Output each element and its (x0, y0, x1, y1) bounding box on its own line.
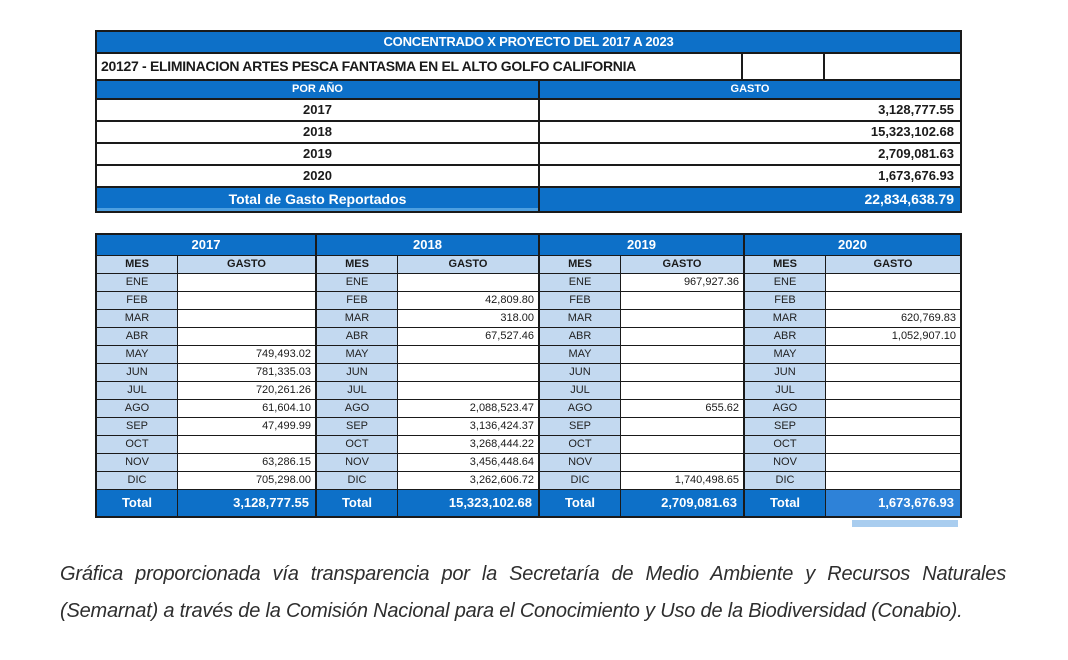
month-gasto-cell: 720,261.26 (178, 382, 315, 399)
month-gasto-cell (621, 454, 743, 471)
month-label-cell: JUN (745, 364, 825, 381)
year-cell: 2020 (97, 166, 538, 186)
month-label-cell: ENE (745, 274, 825, 291)
month-label-cell: MAR (97, 310, 177, 327)
year-group-2017 (97, 235, 315, 516)
month-gasto-cell: 1,052,907.10 (826, 328, 960, 345)
month-label-cell: AGO (97, 400, 177, 417)
month-label-cell: AGO (540, 400, 620, 417)
month-label-cell: FEB (540, 292, 620, 309)
month-gasto-cell: 63,286.15 (178, 454, 315, 471)
gasto-value-cell: 2,709,081.63 (540, 144, 960, 164)
year-header: 2017 (97, 235, 315, 255)
year-header: 2020 (745, 235, 960, 255)
month-gasto-cell (178, 310, 315, 327)
summary-year-row (97, 166, 960, 186)
mes-column-header: MES (317, 256, 397, 273)
month-label-cell: JUL (745, 382, 825, 399)
year-group-2018 (317, 235, 538, 516)
month-gasto-cell (826, 454, 960, 471)
month-gasto-cell (178, 292, 315, 309)
month-gasto-cell (826, 292, 960, 309)
empty-cell (743, 54, 823, 79)
month-label-cell: ENE (540, 274, 620, 291)
month-gasto-cell: 61,604.10 (178, 400, 315, 417)
summary-header-row (97, 81, 960, 98)
month-label-cell: ABR (317, 328, 397, 345)
year-total-label: Total (97, 490, 177, 516)
month-gasto-cell (621, 328, 743, 345)
year-group-2019 (540, 235, 743, 516)
summary-year-row (97, 122, 960, 142)
mes-column-header: MES (745, 256, 825, 273)
gasto-value-cell: 1,673,676.93 (540, 166, 960, 186)
month-label-cell: ENE (317, 274, 397, 291)
month-gasto-cell: 2,088,523.47 (398, 400, 538, 417)
year-header: 2019 (540, 235, 743, 255)
month-gasto-cell (398, 346, 538, 363)
month-gasto-cell: 42,809.80 (398, 292, 538, 309)
month-label-cell: ABR (540, 328, 620, 345)
month-gasto-cell (826, 274, 960, 291)
total-gasto-label: Total de Gasto Reportados (97, 188, 538, 211)
month-gasto-cell (398, 274, 538, 291)
month-label-cell: SEP (317, 418, 397, 435)
month-gasto-cell: 705,298.00 (178, 472, 315, 489)
month-label-cell: FEB (317, 292, 397, 309)
month-label-cell: ABR (97, 328, 177, 345)
summary-title-row (97, 32, 960, 52)
monthly-breakdown-table (95, 233, 962, 518)
summary-year-row (97, 144, 960, 164)
gasto-value-cell: 3,128,777.55 (540, 100, 960, 120)
year-total-label: Total (745, 490, 825, 516)
year-cell: 2018 (97, 122, 538, 142)
month-gasto-cell (621, 382, 743, 399)
month-label-cell: MAY (540, 346, 620, 363)
gasto-column-header: GASTO (398, 256, 538, 273)
month-label-cell: MAR (745, 310, 825, 327)
month-label-cell: SEP (745, 418, 825, 435)
month-gasto-cell (826, 400, 960, 417)
month-label-cell: OCT (745, 436, 825, 453)
year-total-value: 3,128,777.55 (178, 490, 315, 516)
month-label-cell: MAR (540, 310, 620, 327)
month-gasto-cell: 749,493.02 (178, 346, 315, 363)
summary-year-row (97, 100, 960, 120)
month-gasto-cell: 620,769.83 (826, 310, 960, 327)
month-label-cell: AGO (317, 400, 397, 417)
gasto-column-header: GASTO (540, 81, 960, 98)
year-total-value: 15,323,102.68 (398, 490, 538, 516)
month-label-cell: FEB (745, 292, 825, 309)
month-label-cell: DIC (540, 472, 620, 489)
month-label-cell: NOV (745, 454, 825, 471)
month-gasto-cell (178, 328, 315, 345)
month-label-cell: JUN (317, 364, 397, 381)
month-gasto-cell (398, 364, 538, 381)
month-gasto-cell (398, 382, 538, 399)
month-label-cell: NOV (317, 454, 397, 471)
month-gasto-cell: 781,335.03 (178, 364, 315, 381)
month-gasto-cell (826, 418, 960, 435)
month-label-cell: OCT (540, 436, 620, 453)
month-gasto-cell (621, 310, 743, 327)
month-label-cell: MAR (317, 310, 397, 327)
month-gasto-cell (621, 364, 743, 381)
month-gasto-cell: 67,527.46 (398, 328, 538, 345)
year-cell: 2017 (97, 100, 538, 120)
month-gasto-cell: 3,136,424.37 (398, 418, 538, 435)
month-label-cell: JUL (97, 382, 177, 399)
summary-table (95, 30, 962, 213)
year-total-label: Total (317, 490, 397, 516)
month-label-cell: FEB (97, 292, 177, 309)
source-caption: Gráfica proporcionada vía transparencia por la Secretaría de Medio Ambiente y Recursos Naturales (Semarnat) a través de la Comisión Nacional para el Conocimiento y Uso de la Biodiversidad (Conabio). (60, 563, 1006, 622)
month-gasto-cell (826, 382, 960, 399)
summary-table-title: CONCENTRADO X PROYECTO DEL 2017 A 2023 (97, 32, 960, 52)
month-gasto-cell (826, 472, 960, 489)
month-gasto-cell (621, 418, 743, 435)
summary-total-row (97, 188, 960, 211)
month-gasto-cell: 3,456,448.64 (398, 454, 538, 471)
month-label-cell: DIC (317, 472, 397, 489)
month-gasto-cell: 3,268,444.22 (398, 436, 538, 453)
month-gasto-cell (178, 274, 315, 291)
month-label-cell: SEP (97, 418, 177, 435)
month-label-cell: MAY (745, 346, 825, 363)
month-gasto-cell (621, 292, 743, 309)
month-gasto-cell (178, 436, 315, 453)
month-label-cell: JUN (97, 364, 177, 381)
month-gasto-cell: 3,262,606.72 (398, 472, 538, 489)
mes-column-header: MES (540, 256, 620, 273)
month-gasto-cell: 967,927.36 (621, 274, 743, 291)
project-row (97, 54, 960, 79)
year-total-value: 1,673,676.93 (826, 490, 960, 516)
total-gasto-value: 22,834,638.79 (540, 188, 960, 211)
gasto-column-header: GASTO (621, 256, 743, 273)
month-gasto-cell: 1,740,498.65 (621, 472, 743, 489)
month-gasto-cell: 318.00 (398, 310, 538, 327)
por-ano-column-header: POR AÑO (97, 81, 538, 98)
month-gasto-cell (621, 346, 743, 363)
month-label-cell: OCT (317, 436, 397, 453)
year-cell: 2019 (97, 144, 538, 164)
month-label-cell: SEP (540, 418, 620, 435)
selection-halo (852, 520, 958, 527)
year-total-label: Total (540, 490, 620, 516)
project-name-cell: 20127 - ELIMINACION ARTES PESCA FANTASMA EN EL ALTO GOLFO CALIFORNIA (97, 54, 741, 79)
month-label-cell: JUN (540, 364, 620, 381)
month-label-cell: ENE (97, 274, 177, 291)
month-label-cell: DIC (97, 472, 177, 489)
mes-column-header: MES (97, 256, 177, 273)
year-group-2020 (745, 235, 960, 516)
month-label-cell: DIC (745, 472, 825, 489)
month-gasto-cell (621, 436, 743, 453)
month-gasto-cell: 47,499.99 (178, 418, 315, 435)
gasto-value-cell: 15,323,102.68 (540, 122, 960, 142)
month-gasto-cell: 655.62 (621, 400, 743, 417)
month-label-cell: JUL (317, 382, 397, 399)
month-label-cell: OCT (97, 436, 177, 453)
month-label-cell: AGO (745, 400, 825, 417)
month-label-cell: MAY (97, 346, 177, 363)
month-gasto-cell (826, 364, 960, 381)
month-label-cell: NOV (97, 454, 177, 471)
month-label-cell: NOV (540, 454, 620, 471)
empty-cell (825, 54, 960, 79)
year-header: 2018 (317, 235, 538, 255)
gasto-column-header: GASTO (826, 256, 960, 273)
month-gasto-cell (826, 436, 960, 453)
gasto-column-header: GASTO (178, 256, 315, 273)
year-total-value: 2,709,081.63 (621, 490, 743, 516)
month-label-cell: MAY (317, 346, 397, 363)
month-gasto-cell (826, 346, 960, 363)
month-label-cell: ABR (745, 328, 825, 345)
month-label-cell: JUL (540, 382, 620, 399)
